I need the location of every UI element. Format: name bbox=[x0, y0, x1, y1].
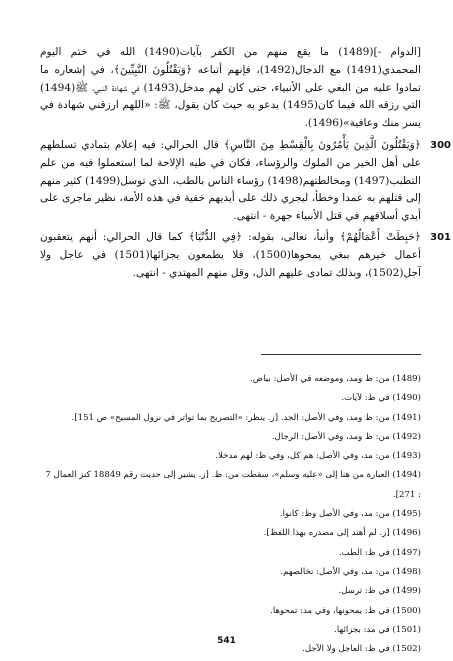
paragraph-number: 300 bbox=[430, 139, 451, 151]
footnote-separator bbox=[261, 354, 421, 355]
footnote: (1498) من: مد، وفي الأصل: تخالصهم. bbox=[280, 566, 421, 577]
footnote: (1491) من: ظ ومد، وفي الأصل: الجد. [ز. ينظر: «التصريح بما تواتر في نزول المسيح» ص 151]. bbox=[71, 412, 421, 423]
footnote: (1494) العبارة من هنا إلى «عليه وسلم»، سقطت من: ظ. [ز. يشير إلى حديث رقم 18849 كنز العمال 7 : 271]. bbox=[45, 470, 421, 500]
footnotes bbox=[40, 370, 421, 659]
footnote: (1497) في ظ: الطب. bbox=[338, 547, 421, 558]
paragraph-300 bbox=[40, 137, 451, 226]
footnote: (1493) من: مد، وفي الأصل: هم كل، وفي ظ: لهم مدخلا. bbox=[215, 451, 421, 462]
main-text bbox=[40, 44, 451, 285]
footnote: (1502) في ظ: العاجل ولا الآجل. bbox=[302, 644, 421, 655]
footnote: (1499) في ظ: ترسل. bbox=[338, 586, 421, 597]
footnote: (1489) من: ظ ومد، وموضعه في الأصل: بياض. bbox=[250, 374, 421, 384]
footnote: (1490) في ظ: لآيات. bbox=[341, 393, 421, 404]
paragraph-301 bbox=[40, 229, 451, 282]
footnote: (1496) [ز. لم أهتد إلى مصدره بهذا اللفظ]. bbox=[263, 528, 421, 539]
paragraph-continuation: [الدوام -](1489) ما يقع منهم من الكفر بآيات(1490) الله في ختم اليوم المحمدي(1491) مع الدجال(1492)، فإنهم أتباعه ﴿وَيَقْتُلُونَ النَّبِيِّينَ﴾، في إشعاره ما تمادوا عليه من البغي على الأنبياء، حتى كان لهم مدخل(1493) في شهادة النبي، ﷺ(1494) التي رزقه الله فيما كان(1495) يدعو به حيث كان يقول، ﷺ: «اللهم ارزقني شهادة في يسر منك وعافية»(1496). bbox=[40, 46, 422, 130]
paragraph-text: ﴿وَيَقْتُلُونَ الَّذِينَ يَأْمُرُونَ بِالْقِسْطِ مِنَ النَّاسِ﴾ قال الحرالي: فيه إعلام بتمادي تسلطهم على أهل الخير من الملوك والرؤساء، فكان في طيه الإلاحة لما استعملوا فيه من علم التطبب(1497) ومخالطتهم(1498) رؤساء الناس بالطب، الذي توسل(1499) كثير منهم إلى قتلهم به عمدا وخطأ، ليجري ذلك على أيديهم خفية في هذه الأمة، نظير ماجرى على أيدي أسلافهم في قتل الأنبياء جهرة - انتهى. bbox=[40, 138, 421, 223]
footnote: (1501) في مد: بجزائها. bbox=[334, 624, 421, 635]
footnote: (1492) من: ظ ومد، وفي الأصل: الرجال. bbox=[271, 431, 421, 442]
page-number: 541 bbox=[217, 636, 236, 646]
paragraph-text: ﴿حَبِطَتْ أَعْمَالُهُمْ﴾ وأنبأ، تعالى، بقوله: ﴿فِي الدُّنْيَا﴾ كما قال الحرالي: أنهم يتعقبون أعمال خيرهم ببغي يمحوها(1500)، فلا يطمعون بجزائها(1501) في عاجل ولا آجل(1502)، وبذلك تمادى عليهم الذل، وقل منهم المهتدي - انتهى. bbox=[40, 230, 421, 279]
footnote: (1500) في ظ: يمحونها، وفي مد: تمحوها. bbox=[270, 605, 421, 616]
paragraph-number: 301 bbox=[430, 231, 451, 243]
footnote: (1495) من: مد، وفي الأصل وظ: كانوا. bbox=[279, 509, 421, 520]
